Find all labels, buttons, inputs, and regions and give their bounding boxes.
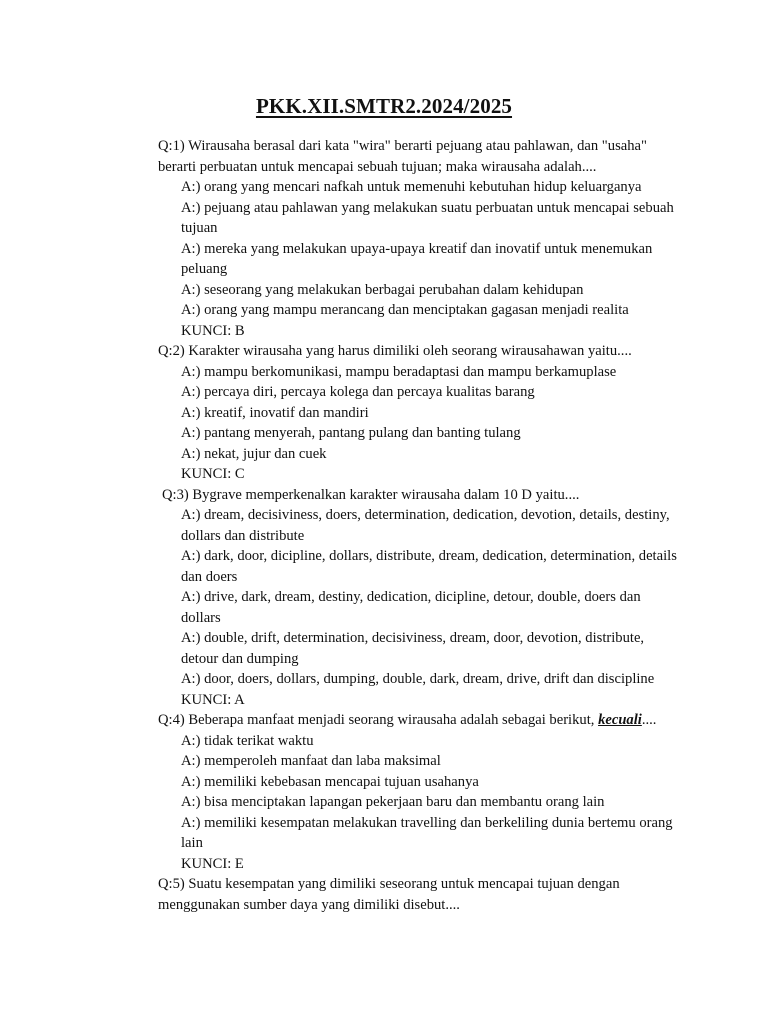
answer-option: A:) memiliki kesempatan melakukan travelling dan berkeliling dunia bertemu orang lain bbox=[181, 814, 673, 851]
answer-option: A:) drive, dark, dream, destiny, dedication, dicipline, detour, double, doers dan dollars bbox=[181, 589, 641, 626]
question-text: Q:5) Suatu kesempatan yang dimiliki seseorang untuk mencapai tujuan dengan menggunakan sumber daya yang dimiliki disebut.... bbox=[158, 876, 620, 913]
answer-option: A:) orang yang mencari nafkah untuk memenuhi kebutuhan hidup keluarganya bbox=[181, 179, 642, 195]
question-list bbox=[158, 136, 678, 915]
question-text: Q:3) Bygrave memperkenalkan karakter wirausaha dalam 10 D yaitu.... bbox=[162, 486, 580, 503]
question-2 bbox=[158, 341, 678, 485]
answer-option: A:) tidak terikat waktu bbox=[181, 732, 314, 749]
answer-key: KUNCI: C bbox=[181, 466, 245, 482]
answer-key: KUNCI: A bbox=[181, 691, 245, 708]
answer-option: A:) memiliki kebebasan mencapai tujuan usahanya bbox=[181, 773, 479, 790]
answer-option: A:) pantang menyerah, pantang pulang dan banting tulang bbox=[181, 425, 521, 441]
question-text: Q:1) Wirausaha berasal dari kata "wira" berarti pejuang atau pahlawan, dan "usaha" berarti perbuatan untuk mencapai sebuah tujuan; maka wirausaha adalah.... bbox=[158, 138, 647, 175]
question-5 bbox=[158, 874, 678, 915]
question-text: Q:2) Karakter wirausaha yang harus dimiliki oleh seorang wirausahawan yaitu.... bbox=[158, 343, 632, 359]
question-text-after: .... bbox=[641, 712, 657, 728]
answer-key: KUNCI: E bbox=[181, 855, 244, 872]
answer-option: A:) memperoleh manfaat dan laba maksimal bbox=[181, 753, 441, 769]
answer-option: A:) dark, door, dicipline, dollars, distribute, dream, dedication, determination, details dan doers bbox=[181, 548, 677, 585]
answer-key: KUNCI: B bbox=[181, 322, 245, 339]
emphasized-word: kecuali bbox=[598, 712, 642, 728]
question-4 bbox=[158, 710, 678, 874]
document-title: PKK.XII.SMTR2.2024/2025 bbox=[255, 94, 513, 118]
question-text bbox=[158, 710, 678, 731]
answer-option: A:) seseorang yang melakukan berbagai perubahan dalam kehidupan bbox=[181, 281, 584, 298]
question-1 bbox=[158, 136, 678, 341]
answer-option: A:) orang yang mampu merancang dan menciptakan gagasan menjadi realita bbox=[181, 302, 629, 318]
answer-option: A:) bisa menciptakan lapangan pekerjaan baru dan membantu orang lain bbox=[181, 794, 605, 810]
question-3 bbox=[158, 485, 678, 711]
answer-option: A:) mampu berkomunikasi, mampu beradaptasi dan mampu berkamuplase bbox=[181, 363, 617, 380]
answer-option: A:) dream, decisiviness, doers, determination, dedication, devotion, details, destiny, dollars dan distribute bbox=[181, 507, 670, 544]
answer-option: A:) percaya diri, percaya kolega dan percaya kualitas barang bbox=[181, 384, 535, 400]
answer-option: A:) door, doers, dollars, dumping, double, dark, dream, drive, drift dan discipline bbox=[181, 671, 655, 687]
answer-option: A:) double, drift, determination, decisiviness, dream, door, devotion, distribute, detour dan dumping bbox=[181, 630, 645, 667]
answer-option: A:) pejuang atau pahlawan yang melakukan suatu perbuatan untuk mencapai sebuah tujuan bbox=[181, 199, 674, 236]
answer-option: A:) kreatif, inovatif dan mandiri bbox=[181, 404, 369, 421]
answer-option: A:) mereka yang melakukan upaya-upaya kreatif dan inovatif untuk menemukan peluang bbox=[181, 240, 653, 277]
answer-option: A:) nekat, jujur dan cuek bbox=[181, 445, 327, 462]
question-text-before: Q:4) Beberapa manfaat menjadi seorang wirausaha adalah sebagai berikut, bbox=[158, 712, 599, 728]
